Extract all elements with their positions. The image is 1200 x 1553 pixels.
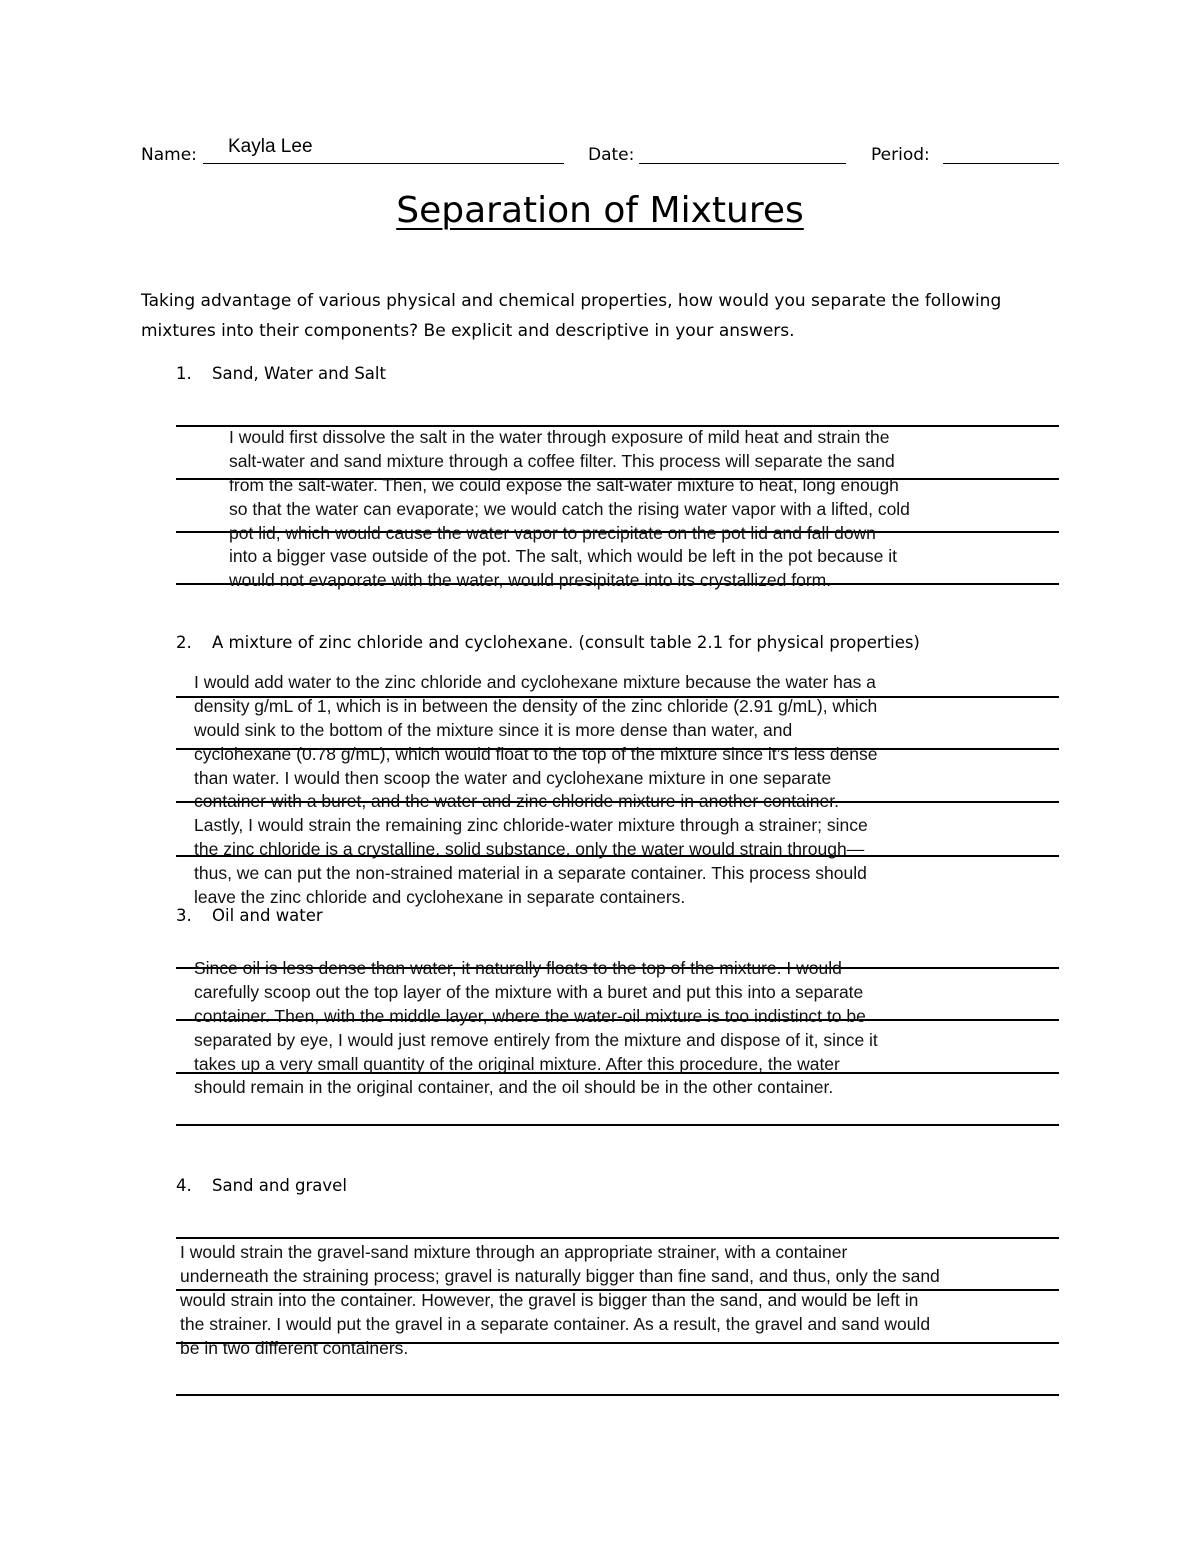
intro-line-1: Taking advantage of various physical and chemical properties, how would you separate the following	[141, 291, 1002, 311]
answer-1-row: I would first dissolve the salt in the water through exposure of mild heat and strain the	[229, 427, 890, 447]
answer-3-row: container. Then, with the middle layer, where the water-oil mixture is too indistinct to be	[194, 1005, 866, 1026]
answer-2-row: leave the zinc chloride and cyclohexane in separate containers.	[194, 887, 686, 908]
date-label: Date:	[588, 145, 635, 165]
answer-3-text[interactable]	[194, 957, 878, 1100]
question-4-number: 4.	[176, 1176, 192, 1195]
answer-3-row: separated by eye, I would just remove entirely from the mixture and dispose of it, since it	[194, 1029, 878, 1050]
answer-2-row: than water. I would then scoop the water and cyclohexane mixture in one separate	[194, 767, 832, 788]
answer-1-text[interactable]	[229, 426, 910, 593]
answer-3-row: takes up a very small quantity of the original mixture. After this procedure, the water	[194, 1053, 840, 1074]
answer-2-row: cyclohexane (0.78 g/mL), which would float to the top of the mixture since it’s less dense	[194, 743, 878, 764]
answer-1-row: so that the water can evaporate; we would catch the rising water vapor with a lifted, cold	[229, 498, 910, 519]
answer-4-row: I would strain the gravel-sand mixture through an appropriate strainer, with a container	[180, 1242, 848, 1262]
answer-1-row: salt-water and sand mixture through a coffee filter. This process will separate the sand	[229, 450, 895, 471]
answer-4-row: be in two different containers.	[180, 1337, 409, 1358]
question-1-text: Sand, Water and Salt	[212, 364, 386, 383]
question-3-text: Oil and water	[212, 906, 323, 925]
answer-2-row: I would add water to the zinc chloride and cyclohexane mixture because the water has a	[194, 672, 876, 692]
answer-1-row: from the salt-water. Then, we could expose the salt-water mixture to heat, long enough	[229, 474, 899, 495]
question-4-text: Sand and gravel	[212, 1176, 347, 1195]
period-line	[943, 163, 1059, 164]
question-2-text: A mixture of zinc chloride and cyclohexane. (consult table 2.1 for physical properties)	[212, 633, 920, 652]
answer-3-row: carefully scoop out the top layer of the mixture with a buret and put this into a separate	[194, 981, 864, 1002]
answer-2-row: thus, we can put the non-strained material in a separate container. This process should	[194, 863, 867, 884]
answer-3-row: Since oil is less dense than water, it naturally floats to the top of the mixture. I would	[194, 958, 842, 978]
name-label: Name:	[141, 145, 197, 165]
answer-1-row: into a bigger vase outside of the pot. The salt, which would be left in the pot because it	[229, 546, 898, 567]
answer-4-text[interactable]	[180, 1241, 940, 1360]
question-2-number: 2.	[176, 633, 192, 652]
answer-3-row: should remain in the original container, and the oil should be in the other container.	[194, 1077, 834, 1098]
answer-2-row: container with a buret, and the water and zinc chloride mixture in another container.	[194, 791, 839, 812]
answer-4-line-4	[176, 1394, 1059, 1396]
date-line	[639, 163, 846, 164]
answer-4-row: the strainer. I would put the gravel in a separate container. As a result, the gravel and sand would	[180, 1313, 931, 1334]
question-1-number: 1.	[176, 364, 192, 383]
question-3-number: 3.	[176, 906, 192, 925]
intro-line-2: mixtures into their components? Be explicit and descriptive in your answers.	[141, 321, 795, 341]
answer-1-row: pot lid, which would cause the water vapor to precipitate on the pot lid and fall down	[229, 522, 876, 543]
answer-2-row: would sink to the bottom of the mixture since it is more dense than water, and	[194, 719, 793, 740]
answer-2-row: the zinc chloride is a crystalline, solid substance, only the water would strain through—	[194, 839, 865, 860]
page-title-text: Separation of Mixtures	[396, 190, 804, 231]
answer-2-row: Lastly, I would strain the remaining zinc chloride-water mixture through a strainer; since	[194, 815, 868, 836]
answer-4-row: would strain into the container. However, the gravel is bigger than the sand, and would be left in	[180, 1289, 919, 1310]
name-line	[203, 163, 564, 164]
answer-2-row: density g/mL of 1, which is in between the density of the zinc chloride (2.91 g/mL), which	[194, 695, 878, 716]
answer-4-row: underneath the straining process; gravel is naturally bigger than fine sand, and thus, only the sand	[180, 1265, 940, 1286]
period-label: Period:	[871, 145, 930, 165]
answer-3-line-4	[176, 1124, 1059, 1126]
page-title	[0, 190, 1200, 231]
name-value[interactable]: Kayla Lee	[228, 136, 313, 157]
answer-4-line-1	[176, 1237, 1059, 1239]
answer-1-row: would not evaporate with the water, would presipitate into its crystallized form.	[229, 570, 832, 591]
answer-2-text[interactable]	[194, 671, 878, 910]
